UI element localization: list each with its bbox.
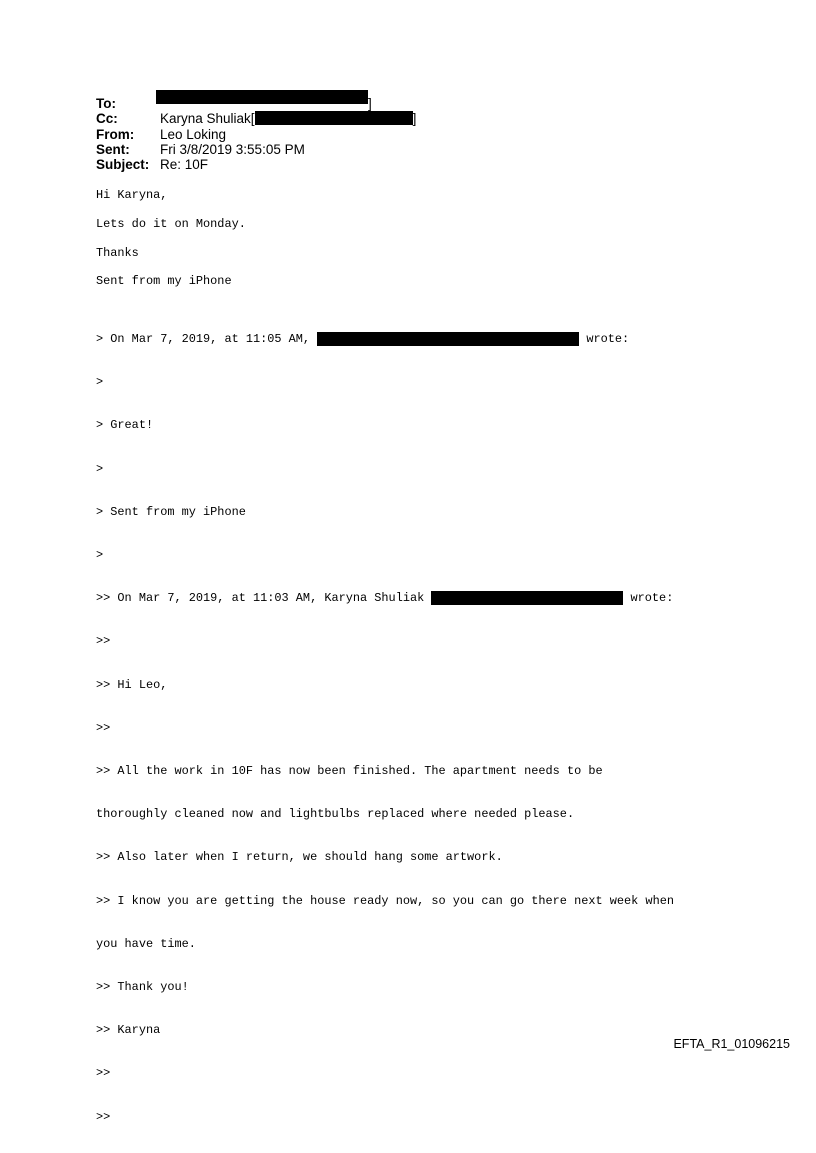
to-label: To: bbox=[96, 96, 116, 111]
signature: Sent from my iPhone bbox=[96, 274, 232, 289]
quote-line: >> Also later when I return, we should hang some artwork. bbox=[96, 850, 503, 865]
quote-line: thoroughly cleaned now and lightbulbs replaced where needed please. bbox=[96, 807, 575, 822]
redaction-box bbox=[431, 591, 623, 605]
quote-line: > On Mar 7, 2019, at 11:05 AM, wrote: bbox=[96, 332, 630, 346]
quote-line: > bbox=[96, 548, 104, 563]
quote-line: >> Karyna bbox=[96, 1023, 161, 1038]
quote-line: > Sent from my iPhone bbox=[96, 504, 246, 519]
subject-label: Subject: bbox=[96, 157, 150, 173]
quote-line: >> Hi Leo, bbox=[96, 677, 168, 692]
quote-line: >> On Mar 7, 2019, at 11:03 AM, Karyna Shuliak wrote: bbox=[96, 591, 674, 606]
from-value: Leo Loking bbox=[160, 126, 227, 142]
sent-value: Fri 3/8/2019 3:55:05 PM bbox=[160, 141, 305, 157]
quote-line: >> I know you are getting the house ready now, so you can go there next week when bbox=[96, 893, 674, 908]
greeting: Hi Karyna, bbox=[96, 188, 168, 202]
redaction-box bbox=[317, 332, 579, 346]
document-id: EFTA_R1_01096215 bbox=[673, 1037, 790, 1051]
cc-value bbox=[160, 111, 416, 126]
quote-line: >> bbox=[96, 1109, 111, 1124]
to-value bbox=[156, 96, 372, 111]
quote-line: > bbox=[96, 375, 104, 390]
quote-line: you have time. bbox=[96, 936, 196, 951]
quote-line: >> Thank you! bbox=[96, 980, 189, 995]
to-bracket: ] bbox=[368, 96, 372, 111]
quoted-message bbox=[96, 303, 736, 1153]
redaction-box bbox=[156, 90, 368, 104]
quote-line: > Great! bbox=[96, 418, 154, 433]
email-body bbox=[96, 188, 736, 1153]
quote-line: >> All the work in 10F has now been finished. The apartment needs to be bbox=[96, 764, 603, 779]
cc-name: Karyna Shuliak[ bbox=[160, 111, 255, 127]
quote-line: >> bbox=[96, 634, 111, 649]
cc-bracket: ] bbox=[412, 111, 417, 127]
quote-line: >> bbox=[96, 1066, 111, 1081]
sent-label: Sent: bbox=[96, 141, 130, 157]
cc-label: Cc: bbox=[96, 111, 118, 127]
quote-line: >> bbox=[96, 720, 111, 735]
body-line: Lets do it on Monday. bbox=[96, 216, 246, 231]
from-label: From: bbox=[96, 126, 135, 142]
redaction-box bbox=[255, 111, 413, 125]
subject-value: Re: 10F bbox=[160, 157, 209, 173]
thanks-line: Thanks bbox=[96, 245, 139, 260]
quote-line: > bbox=[96, 461, 104, 476]
